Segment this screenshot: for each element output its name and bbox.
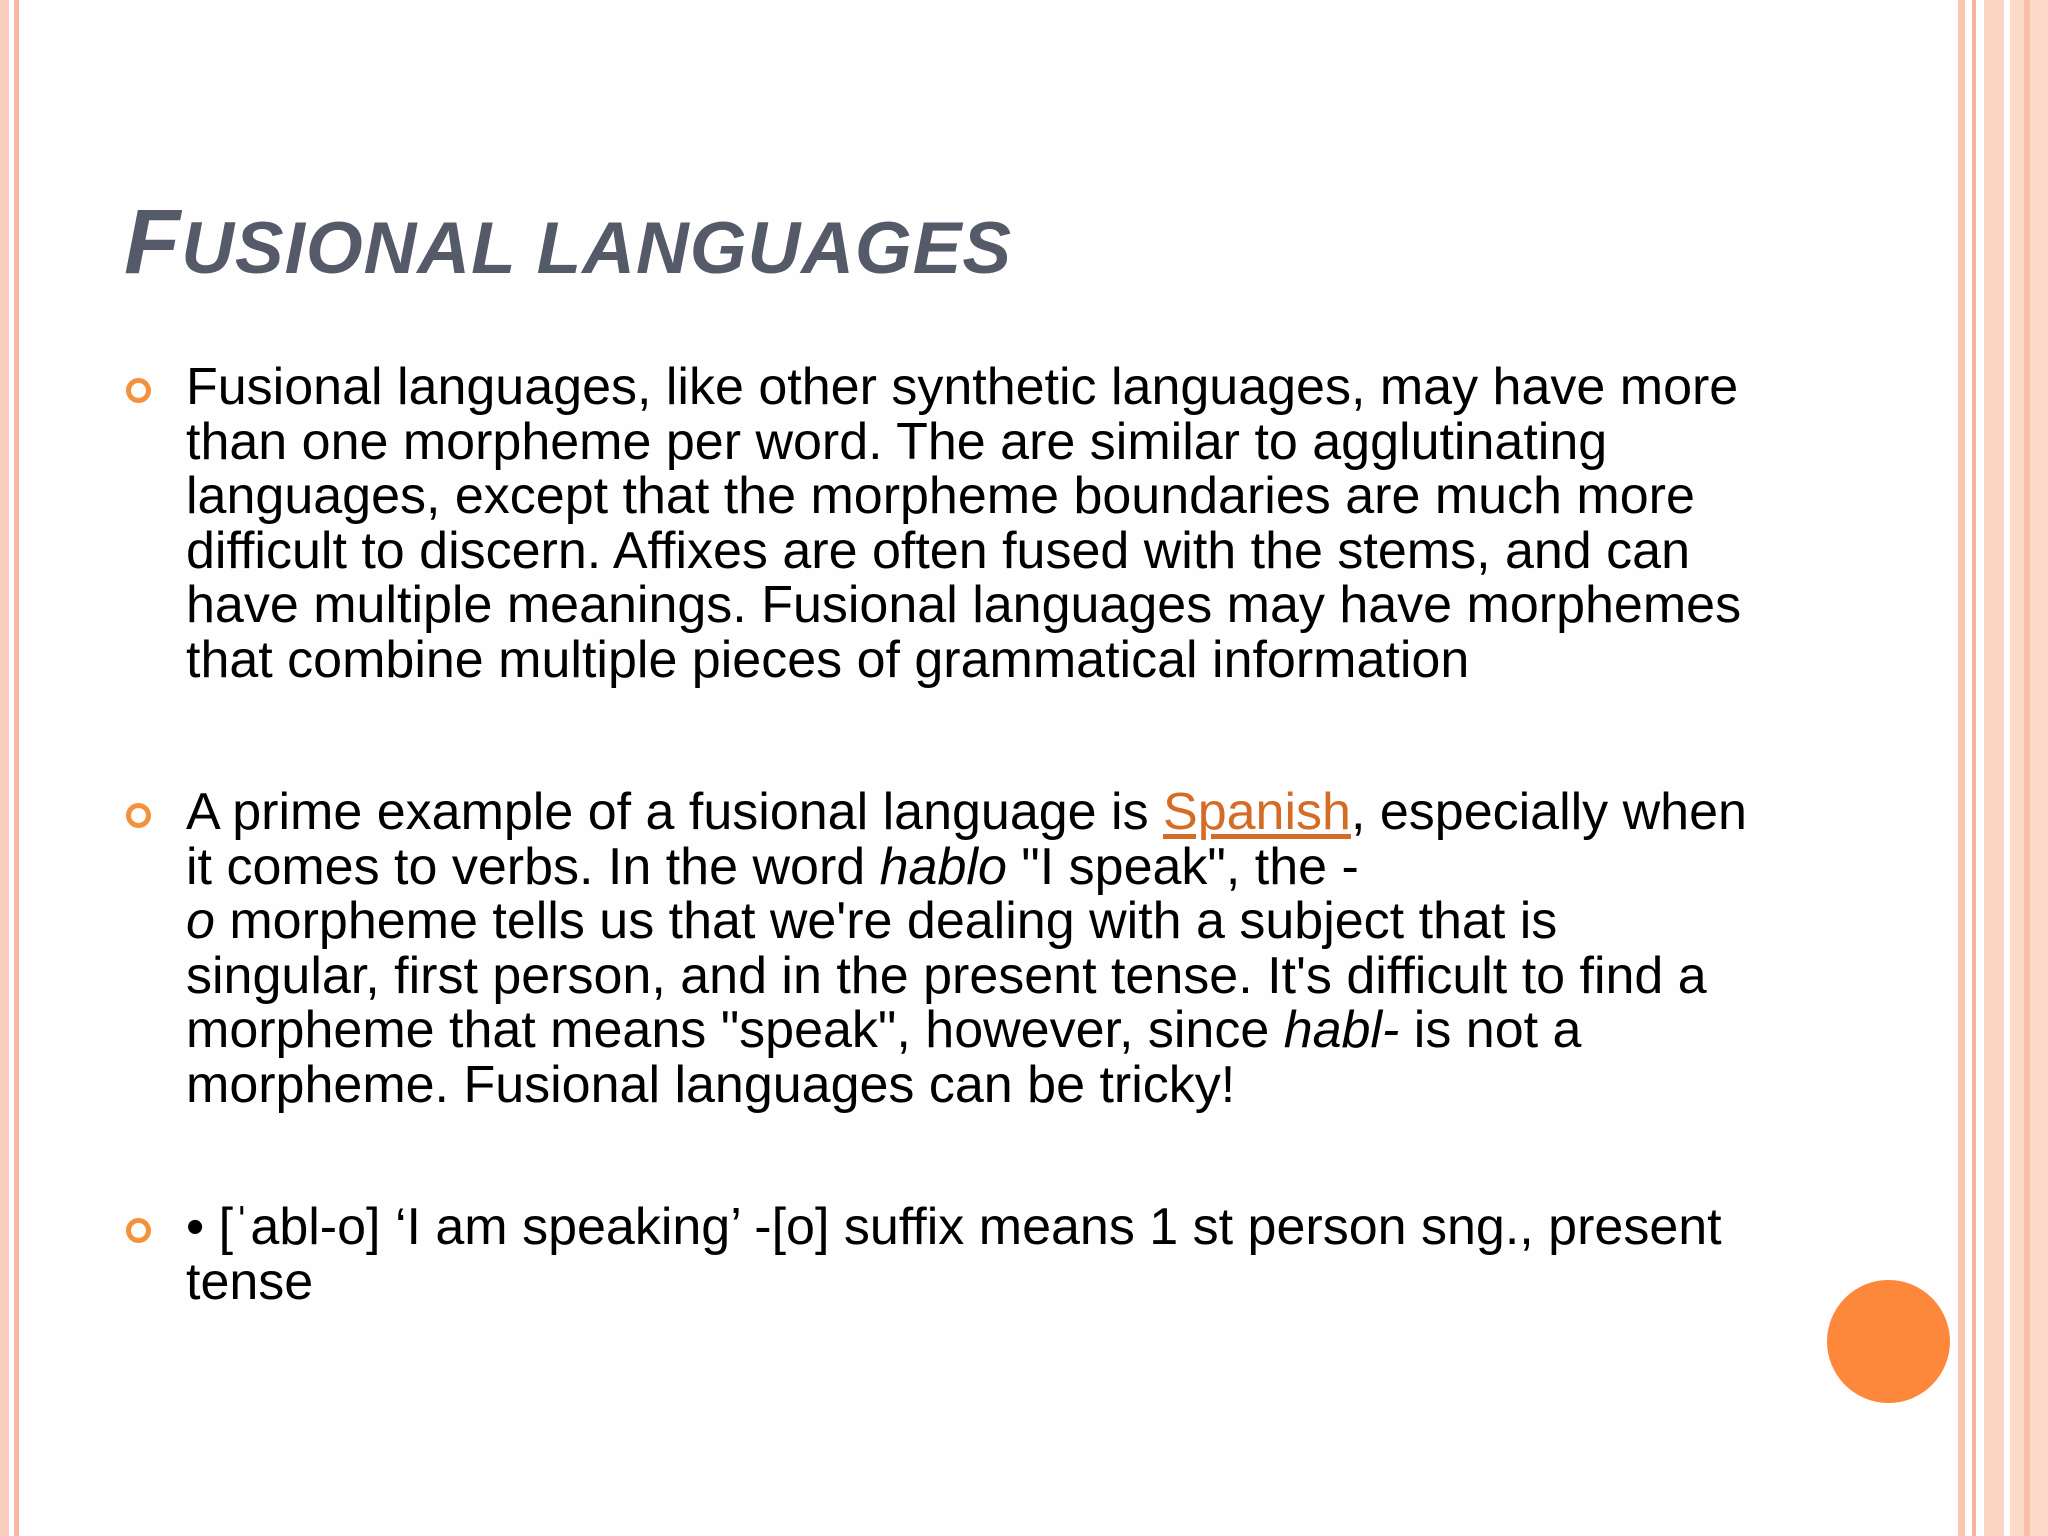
italic-term: hablo (879, 837, 1007, 896)
text-run: is not a morpheme. Fusional languages can be tricky! (186, 1001, 1582, 1114)
right-border-stripe (1958, 0, 1965, 1536)
italic-term: o (186, 892, 215, 950)
hollow-circle-bullet-icon (126, 1218, 151, 1243)
left-border-stripe (0, 0, 9, 1536)
bullet-list (124, 360, 1764, 1309)
bullet-item (124, 1200, 1764, 1309)
bullet-item (124, 360, 1764, 687)
bullet-text: Fusional languages, like other synthetic languages, may have more than one morpheme per word. The are similar to agglutinating languages, except that the morpheme boundaries are much more difficult to discern. Affixes are often fused with the stems, and can have multiple meanings. Fusional languages may have morphemes that combine multiple pieces of grammatical information (186, 358, 1742, 689)
title-first-letter: F (124, 191, 182, 293)
italic-term: habl- (1283, 1001, 1400, 1059)
bullet-item (124, 785, 1764, 1112)
right-border-stripe (1984, 0, 2004, 1536)
text-run: , especially when it comes to verbs. In the word (186, 783, 1747, 896)
hollow-circle-bullet-icon (126, 378, 151, 403)
text-run: "I speak", the - (1006, 837, 1359, 896)
bullet-text: • [ˈabl-o] ‘I am speaking’ -[o] suffix means 1 st person sng., present tense (186, 1198, 1722, 1311)
hollow-circle-bullet-icon (126, 803, 151, 828)
right-border-stripe (2024, 0, 2030, 1536)
left-border-stripe (14, 0, 19, 1536)
bullet-text (186, 785, 1764, 1112)
text-run: A prime example of a fusional language is (186, 783, 1164, 841)
title-rest: USIONAL LANGUAGES (181, 208, 1013, 289)
slide-title (124, 191, 1013, 293)
spanish-link[interactable]: Spanish (1163, 783, 1351, 841)
right-border-stripe (1972, 0, 1976, 1536)
orange-circle-decoration (1827, 1280, 1950, 1403)
text-run: morpheme tells us that we're dealing with a subject that is singular, first person, and in the present tense. It's difficult to find a morpheme that means "speak", however, since (186, 892, 1707, 1059)
